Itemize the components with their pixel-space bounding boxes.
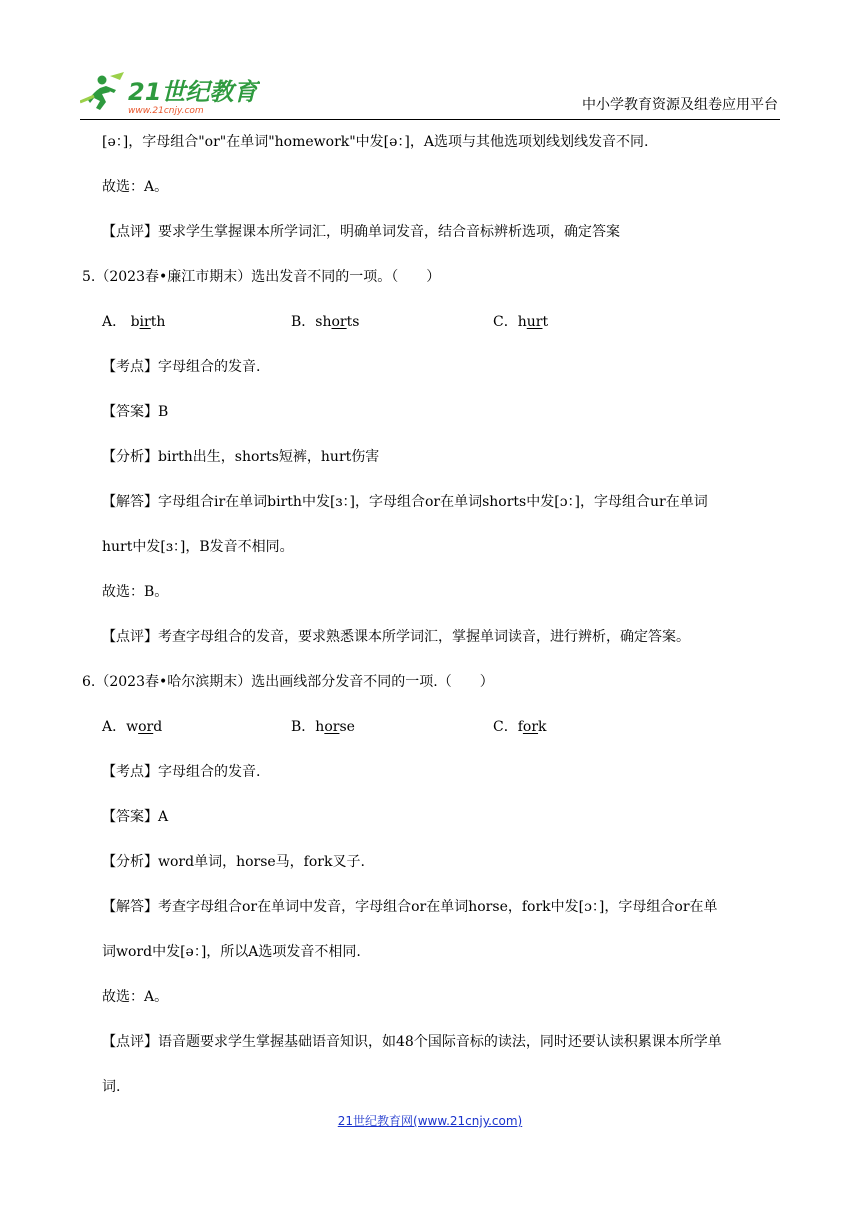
q6-comment-line1: 【点评】语音题要求学生掌握基础语音知识，如48个国际音标的读法，同时还要认读积累课本所学单 (102, 1034, 722, 1050)
q5-option-a: A． birth (102, 314, 166, 330)
logo-text: 21世纪教育 (128, 78, 258, 106)
footer-link[interactable]: 21世纪教育网(www.21cnjy.com) (337, 1114, 523, 1128)
q6-option-a: A．word (102, 719, 163, 735)
header-slogan: 中小学教育资源及组卷应用平台 (582, 97, 778, 113)
q4-explanation-line: [ə：]，字母组合"or"在单词"homework"中发[ə：]，A选项与其他选项划线划线发音不同. (102, 134, 649, 150)
q5-solution-line1: 【解答】字母组合ir在单词birth中发[ɜ：]，字母组合or在单词shorts中发[ɔ：]，字母组合ur在单词 (102, 494, 708, 510)
footer (0, 1112, 860, 1129)
q5-option-b: B．shorts (291, 314, 360, 330)
page-header (80, 64, 780, 120)
q6-option-c: C．fork (493, 719, 547, 735)
q4-choice: 故选：A。 (102, 179, 169, 195)
q5-analysis: 【分析】birth出生，shorts短裤，hurt伤害 (102, 449, 380, 465)
runner-icon (80, 72, 124, 110)
q5-choice: 故选：B。 (102, 584, 169, 600)
q5-answer: 【答案】B (102, 404, 169, 420)
q6-option-b: B．horse (291, 719, 355, 735)
q5-stem: 5.（2023春•廉江市期末）选出发音不同的一项。（ ） (82, 269, 441, 285)
q6-stem: 6.（2023春•哈尔滨期末）选出画线部分发音不同的一项.（ ） (82, 674, 494, 690)
q5-option-c: C．hurt (493, 314, 549, 330)
q6-solution-line1: 【解答】考查字母组合or在单词中发音，字母组合or在单词horse，fork中发[ɔ：]，字母组合or在单 (102, 899, 718, 915)
q6-choice: 故选：A。 (102, 989, 169, 1005)
q5-comment: 【点评】考查字母组合的发音，要求熟悉课本所学词汇，掌握单词读音，进行辨析，确定答案。 (102, 629, 690, 645)
logo-url: www.21cnjy.com (128, 106, 204, 116)
q5-kaodian: 【考点】字母组合的发音. (102, 359, 261, 375)
q6-kaodian: 【考点】字母组合的发音. (102, 764, 261, 780)
logo (80, 70, 260, 116)
q6-solution-line2: 词word中发[ə：]，所以A选项发音不相同. (102, 944, 361, 960)
header-divider (80, 119, 780, 120)
q6-answer: 【答案】A (102, 809, 169, 825)
q6-comment-line2: 词. (102, 1079, 121, 1095)
q4-comment: 【点评】要求学生掌握课本所学词汇，明确单词发音，结合音标辨析选项，确定答案 (102, 224, 620, 240)
q5-solution-line2: hurt中发[ɜ：]，B发音不相同。 (102, 539, 294, 555)
q6-analysis: 【分析】word单词，horse马，fork叉子. (102, 854, 365, 870)
